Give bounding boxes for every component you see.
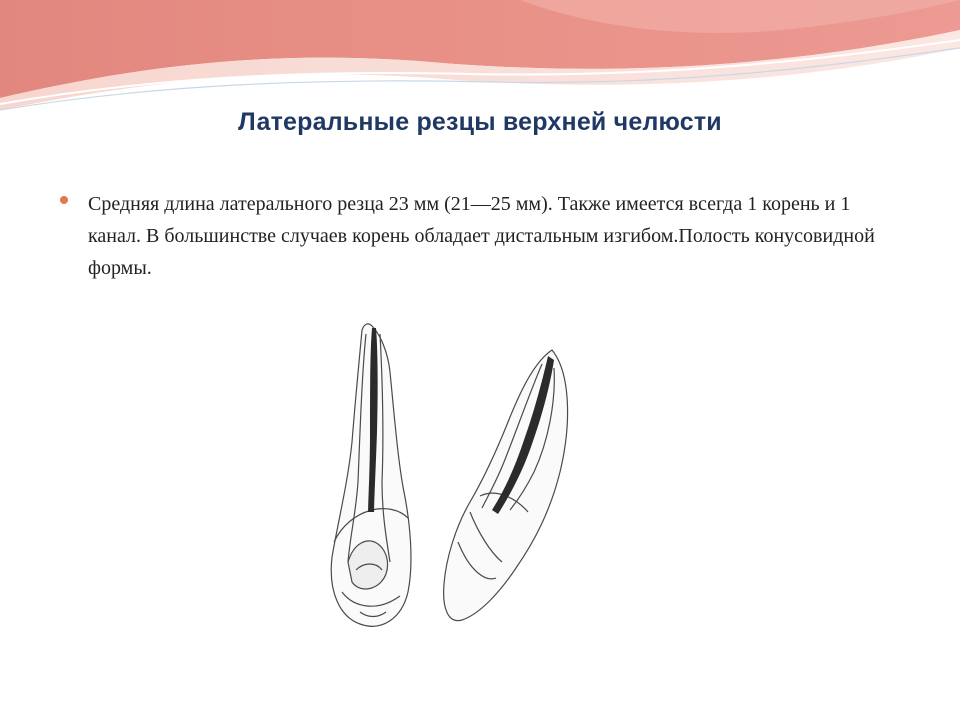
tooth-illustration-icon xyxy=(320,312,600,652)
bullet-item xyxy=(58,188,898,284)
bullet-list xyxy=(58,188,898,284)
bullet-icon xyxy=(60,196,68,204)
bullet-text: Средняя длина латерального резца 23 мм (21—25 мм). Также имеется всегда 1 корень и 1 канал. В большинстве случаев корень обладает дистальным изгибом.Полость конусовидной формы. xyxy=(88,193,875,279)
slide-title: Латеральные резцы верхней челюсти xyxy=(238,108,722,136)
decorative-banner xyxy=(0,0,960,120)
right-tooth-drawing xyxy=(444,350,568,621)
